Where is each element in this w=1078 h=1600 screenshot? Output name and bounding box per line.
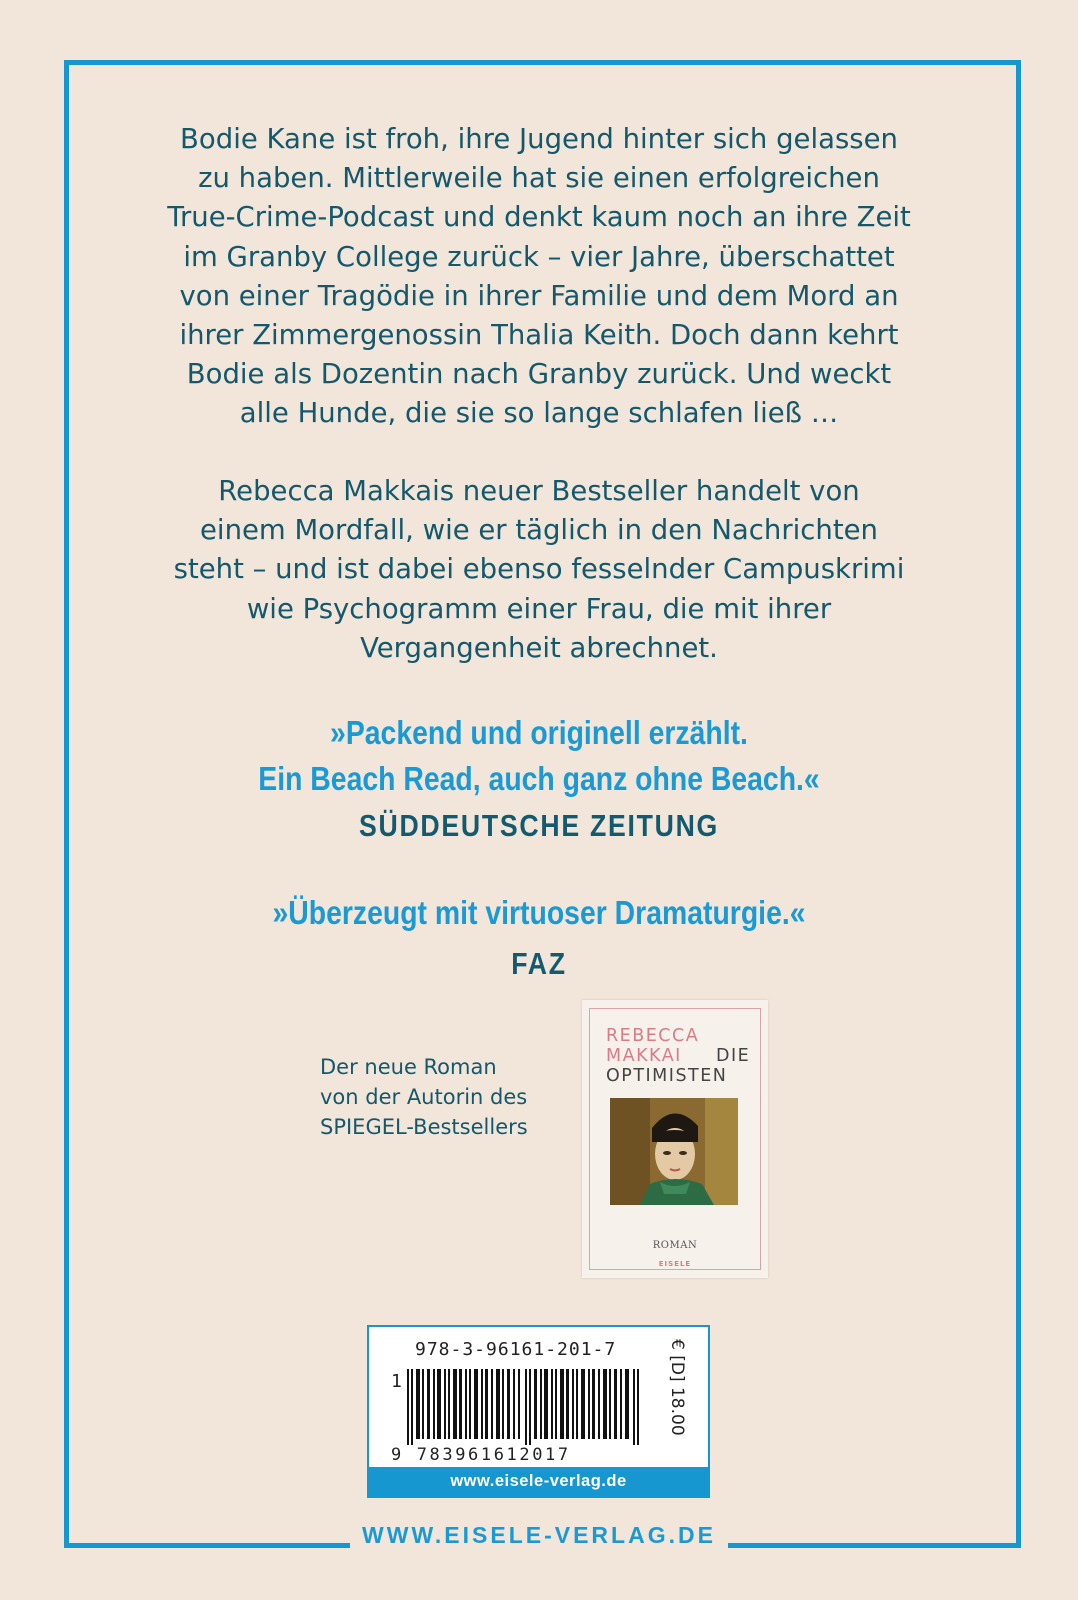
barcode-url-band[interactable]: www.eisele-verlag.de — [369, 1467, 708, 1496]
promo-line: Der neue Roman — [320, 1055, 497, 1079]
blurb-line: ihrer Zimmergenossin Thalia Keith. Doch dann kehrt — [179, 319, 899, 352]
isbn-barcode-box — [367, 1325, 710, 1498]
blurb-line: steht – und ist dabei ebenso fesselnder Campuskrimi — [173, 553, 905, 586]
blurb-line: Rebecca Makkais neuer Bestseller handelt von — [218, 475, 860, 507]
blurb-line: einem Mordfall, wie er täglich in den Nachrichten — [200, 514, 878, 547]
review-quote-2 — [144, 890, 933, 936]
review-source-2: FAZ — [511, 946, 567, 981]
blurb-line: im Granby College zurück – vier Jahre, überschattet — [183, 240, 895, 273]
promo-line: von der Autorin des — [320, 1085, 528, 1109]
barcode-bars — [407, 1369, 651, 1445]
review-quote-line: »Überzeugt mit virtuoser Dramaturgie.« — [272, 894, 806, 931]
footer-website-link[interactable]: WWW.EISELE-VERLAG.DE — [362, 1522, 716, 1548]
barcode-first-digit: 9 — [391, 1445, 404, 1465]
review-quote-line: »Packend und originell erzählt. — [330, 714, 748, 751]
blurb-line: von einer Tragödie in ihrer Familie und dem Mord an — [179, 279, 899, 312]
blurb-line: Vergangenheit abrechnet. — [360, 631, 718, 664]
cover-title-word: OPTIMISTEN — [606, 1066, 728, 1086]
cover-publisher: EISELE — [658, 1260, 692, 1268]
barcode-side-digit: 1 — [391, 1371, 402, 1392]
barcode-digits — [391, 1445, 571, 1465]
cover-painting-image — [610, 1098, 738, 1205]
isbn-number: 978-3-96161-201-7 — [415, 1339, 617, 1360]
cover-author — [606, 1026, 699, 1066]
price-label — [665, 1339, 689, 1455]
cover-genre: ROMAN — [652, 1240, 698, 1251]
cover-author-line: MAKKAI — [606, 1046, 682, 1066]
blurb-line: alle Hunde, die sie so lange schlafen ließ … — [239, 397, 839, 430]
promo-line: SPIEGEL-Bestsellers — [320, 1115, 528, 1139]
barcode-ean-digits: 783961612017 — [416, 1445, 571, 1465]
blurb-line: wie Psychogramm einer Frau, die mit ihrer — [246, 592, 832, 625]
review-source-1: SÜDDEUTSCHE ZEITUNG — [358, 808, 720, 843]
review-quote-line: Ein Beach Read, auch ganz ohne Beach.« — [258, 760, 820, 797]
blurb-line: Bodie Kane ist froh, ihre Jugend hinter sich gelassen — [180, 123, 898, 155]
review-quote-1 — [144, 710, 933, 802]
previous-book-cover — [582, 1000, 768, 1278]
blurb-paragraph-2 — [120, 472, 958, 668]
portrait-illustration — [610, 1098, 738, 1205]
cover-title-word: DIE — [716, 1046, 751, 1066]
price-text: € [D] 18.00 — [667, 1339, 687, 1436]
promo-text — [320, 1052, 528, 1142]
blurb-line: zu haben. Mittlerweile hat sie einen erfolgreichen — [198, 162, 880, 195]
blurb-line: True-Crime-Podcast und denkt kaum noch an ihre Zeit — [167, 201, 911, 234]
blurb-line: Bodie als Dozentin nach Granby zurück. Und weckt — [186, 358, 892, 391]
cover-author-line: REBECCA — [606, 1026, 700, 1046]
blurb-paragraph-1 — [120, 120, 958, 434]
